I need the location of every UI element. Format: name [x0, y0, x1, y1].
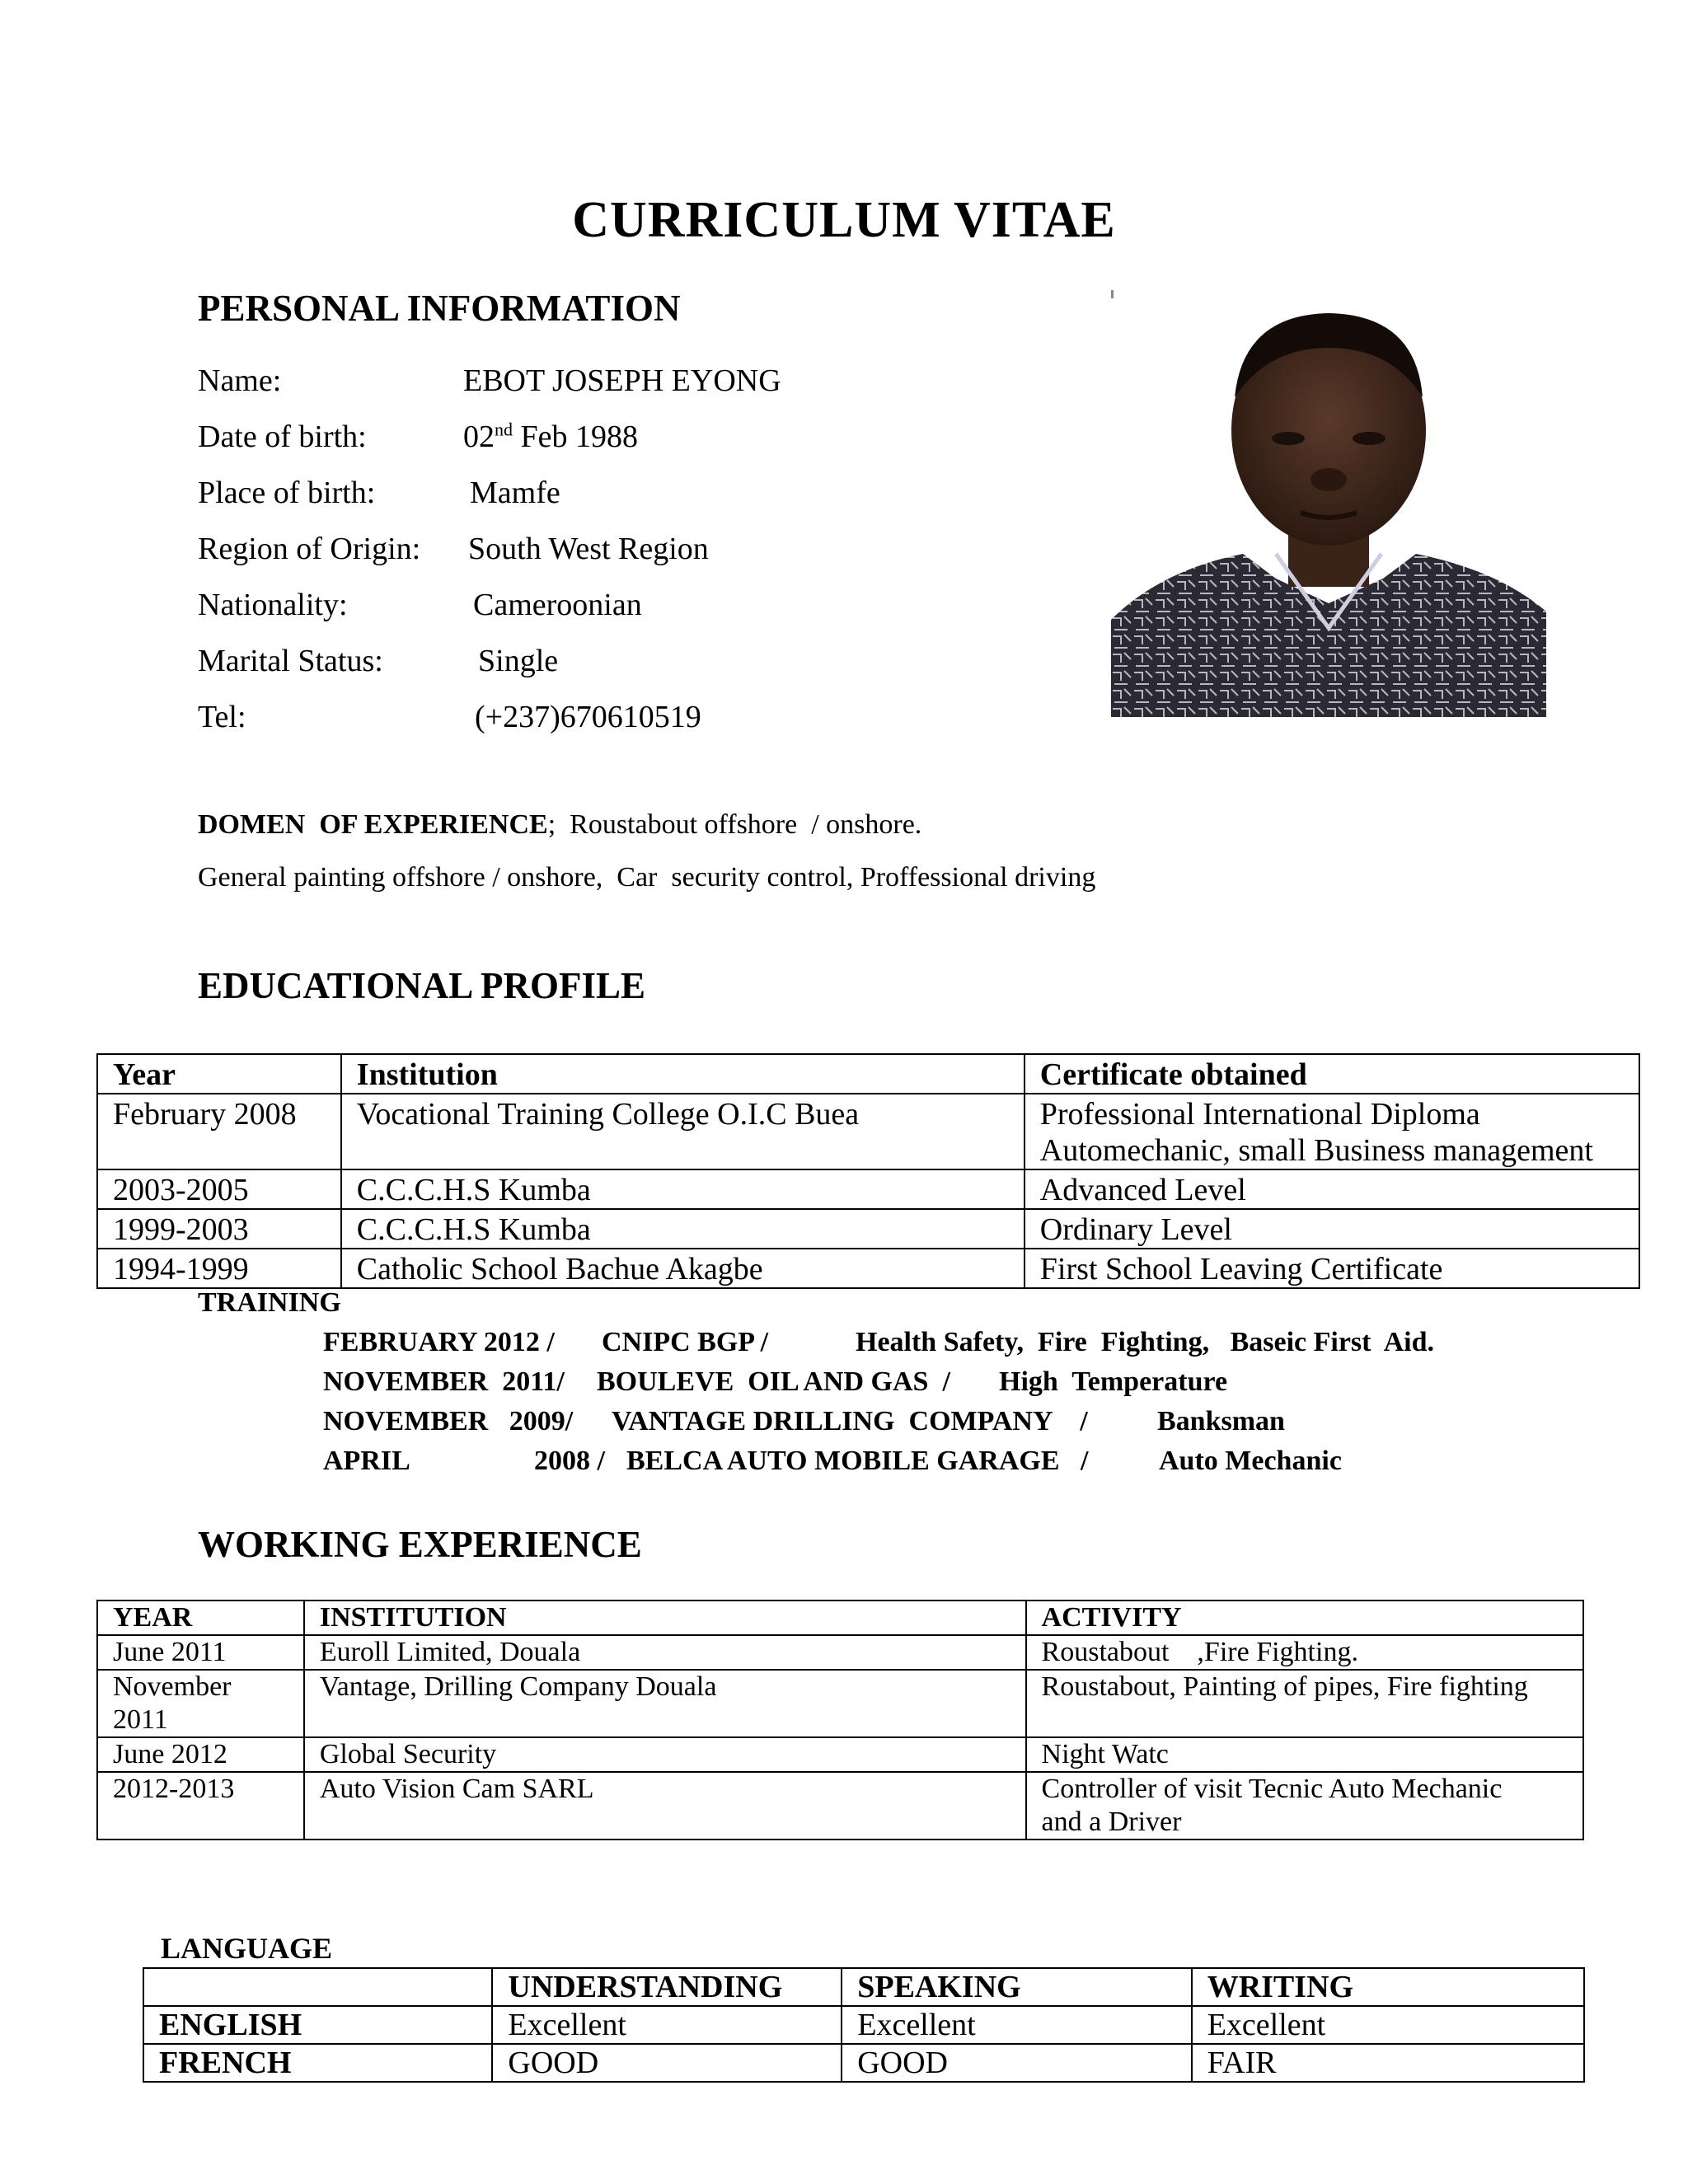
lang-header-understanding: UNDERSTANDING	[492, 1968, 842, 2006]
work-header-institution: INSTITUTION	[304, 1601, 1026, 1635]
pob-value: Mamfe	[470, 476, 560, 510]
training-row-2: NOVEMBER 2011/ BOULEVE OIL AND GAS / High Temperature	[323, 1366, 1228, 1397]
dob-value: 02nd Feb 1988	[463, 419, 638, 454]
region-value: South West Region	[468, 532, 709, 566]
profile-photo	[1111, 307, 1546, 717]
lang-header-blank	[143, 1968, 492, 2006]
table-row	[97, 1635, 1583, 1670]
education-table	[96, 1053, 1640, 1289]
table-row	[97, 1772, 1583, 1840]
edu-certificate: Advanced Level	[1025, 1169, 1639, 1209]
table-row	[97, 1209, 1639, 1249]
name-label: Name:	[198, 363, 282, 398]
training-row-4: APRIL 2008 / BELCA AUTO MOBILE GARAGE / Auto Mechanic	[323, 1446, 1342, 1476]
personal-info-heading: PERSONAL INFORMATION	[198, 288, 681, 329]
table-row	[97, 1169, 1639, 1209]
work-activity: Roustabout, Painting of pipes, Fire fighting	[1026, 1670, 1583, 1737]
work-header-activity: ACTIVITY	[1026, 1601, 1583, 1635]
edu-certificate: Professional International Diploma Automechanic, small Business management	[1025, 1094, 1639, 1169]
edu-institution: Catholic School Bachue Akagbe	[341, 1249, 1025, 1288]
work-year: November 2011	[97, 1670, 304, 1737]
work-header-year: YEAR	[97, 1601, 304, 1635]
edu-institution: C.C.C.H.S Kumba	[341, 1209, 1025, 1249]
region-label: Region of Origin:	[198, 532, 421, 566]
domain-of-experience: DOMEN OF EXPERIENCE; Roustabout offshore / onshore.	[198, 809, 922, 840]
education-heading: EDUCATIONAL PROFILE	[198, 965, 645, 1006]
work-heading: WORKING EXPERIENCE	[198, 1524, 642, 1565]
work-table	[96, 1600, 1584, 1840]
lang-header-writing: WRITING	[1192, 1968, 1584, 2006]
domain-of-experience-line2: General painting offshore / onshore, Car security control, Proffessional driving	[198, 862, 1096, 893]
edu-year: 2003-2005	[97, 1169, 341, 1209]
dob-label: Date of birth:	[198, 419, 367, 454]
edu-year: 1994-1999	[97, 1249, 341, 1288]
edu-header-certificate: Certificate obtained	[1025, 1054, 1639, 1094]
work-year: 2012-2013	[97, 1772, 304, 1840]
document-title: CURRICULUM VITAE	[572, 192, 1116, 248]
marital-label: Marital Status:	[198, 644, 383, 678]
work-institution: Global Security	[304, 1737, 1026, 1772]
lang-speaking: Excellent	[842, 2006, 1191, 2044]
table-row	[143, 2006, 1584, 2044]
edu-institution: C.C.C.H.S Kumba	[341, 1169, 1025, 1209]
table-row	[97, 1054, 1639, 1094]
work-year: June 2012	[97, 1737, 304, 1772]
edu-institution: Vocational Training College O.I.C Buea	[341, 1094, 1025, 1169]
edu-certificate: First School Leaving Certificate	[1025, 1249, 1639, 1288]
table-row	[97, 1249, 1639, 1288]
lang-writing: Excellent	[1192, 2006, 1584, 2044]
work-institution: Auto Vision Cam SARL	[304, 1772, 1026, 1840]
lang-name: FRENCH	[143, 2044, 492, 2082]
lang-understanding: Excellent	[492, 2006, 842, 2044]
table-row	[143, 2044, 1584, 2082]
tel-label: Tel:	[198, 700, 246, 734]
training-row-3: NOVEMBER 2009/ VANTAGE DRILLING COMPANY / Banksman	[323, 1406, 1285, 1436]
language-heading: LANGUAGE	[161, 1932, 333, 1965]
work-activity: Controller of visit Tecnic Auto Mechanic and a Driver	[1026, 1772, 1583, 1840]
edu-header-year: Year	[97, 1054, 341, 1094]
table-row	[97, 1601, 1583, 1635]
edu-year: February 2008	[97, 1094, 341, 1169]
work-institution: Vantage, Drilling Company Douala	[304, 1670, 1026, 1737]
name-value: EBOT JOSEPH EYONG	[463, 363, 781, 398]
edu-header-institution: Institution	[341, 1054, 1025, 1094]
language-table	[143, 1967, 1585, 2083]
lang-understanding: GOOD	[492, 2044, 842, 2082]
table-row	[97, 1094, 1639, 1169]
lang-speaking: GOOD	[842, 2044, 1191, 2082]
work-institution: Euroll Limited, Douala	[304, 1635, 1026, 1670]
edu-certificate: Ordinary Level	[1025, 1209, 1639, 1249]
edu-year: 1999-2003	[97, 1209, 341, 1249]
photo-mark	[1111, 290, 1114, 298]
pob-label: Place of birth:	[198, 476, 376, 510]
lang-header-speaking: SPEAKING	[842, 1968, 1191, 2006]
marital-value: Single	[478, 644, 559, 678]
table-row	[97, 1670, 1583, 1737]
lang-name: ENGLISH	[143, 2006, 492, 2044]
nationality-label: Nationality:	[198, 588, 348, 622]
work-year: June 2011	[97, 1635, 304, 1670]
table-row	[97, 1737, 1583, 1772]
tel-value: (+237)670610519	[475, 700, 701, 734]
work-activity: Roustabout ,Fire Fighting.	[1026, 1635, 1583, 1670]
training-heading: TRAINING	[198, 1287, 341, 1318]
nationality-value: Cameroonian	[473, 588, 642, 622]
lang-writing: FAIR	[1192, 2044, 1584, 2082]
table-row	[143, 1968, 1584, 2006]
work-activity: Night Watc	[1026, 1737, 1583, 1772]
training-row-1: FEBRUARY 2012 / CNIPC BGP / Health Safety, Fire Fighting, Baseic First Aid.	[323, 1327, 1434, 1357]
